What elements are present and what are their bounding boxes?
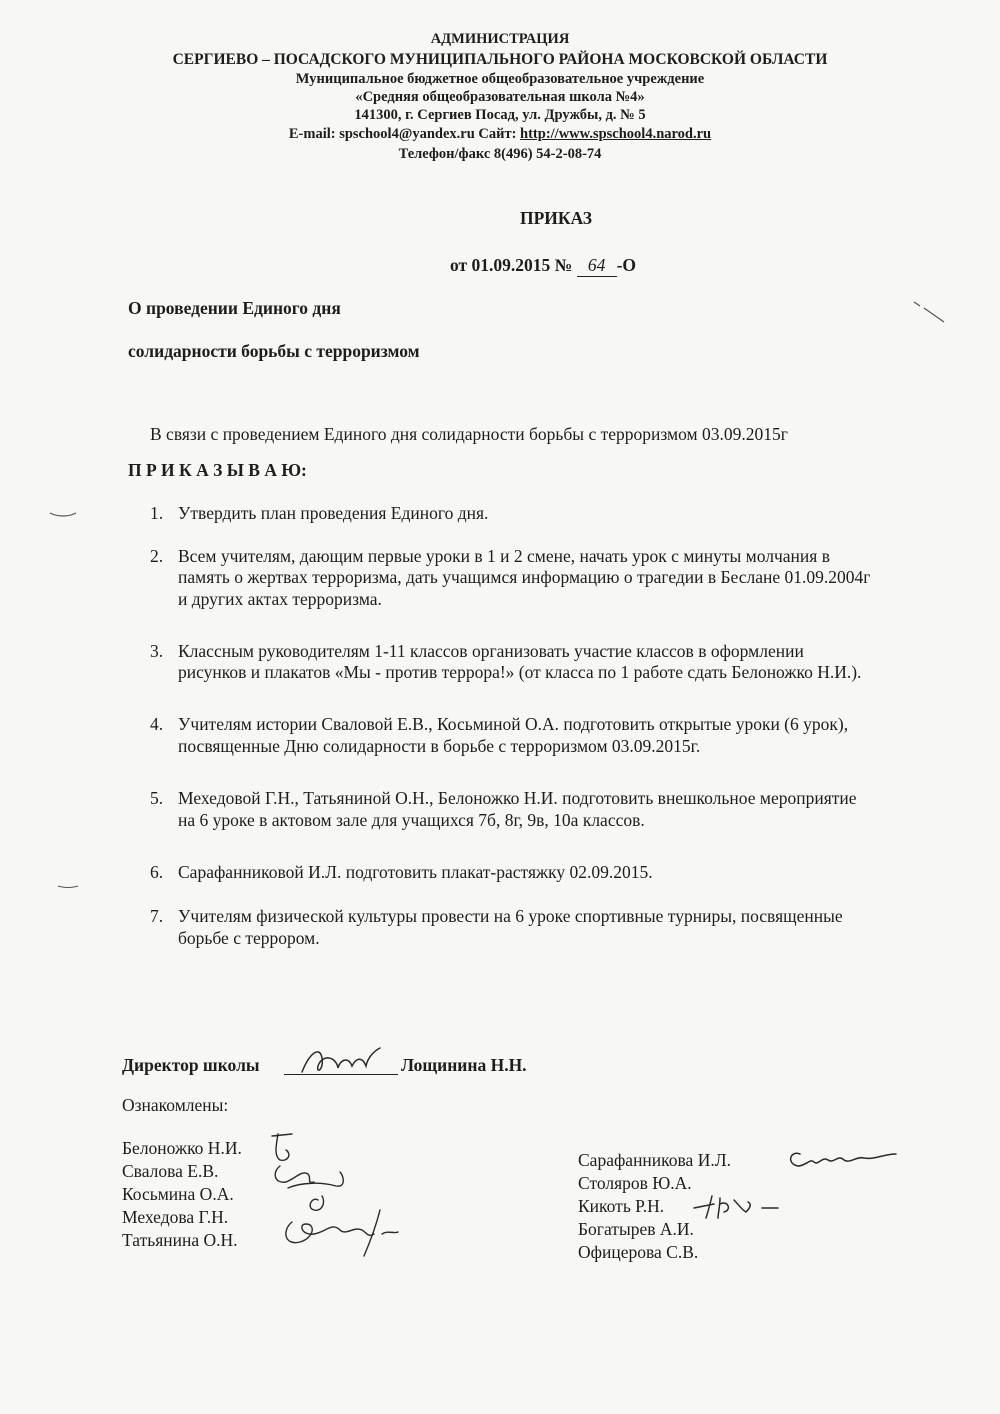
acquainted-name: Косьмина О.А. xyxy=(122,1184,234,1204)
director-label: Директор школы xyxy=(122,1055,260,1075)
item-text: посвященные Дню солидарности в борьбе с терроризмом 03.09.2015г. xyxy=(178,736,701,756)
item-number: 6. xyxy=(150,862,164,882)
acquainted-name: Сарафанникова И.Л. xyxy=(578,1150,731,1170)
scan-mark xyxy=(56,880,80,892)
acquainted-name: Татьянина О.Н. xyxy=(122,1230,238,1250)
item-text: Учителям истории Сваловой Е.В., Косьминой О.А. подготовить открытые уроки (6 урок), xyxy=(178,714,849,734)
acquainted-name: Богатырев А.И. xyxy=(578,1219,694,1239)
order-date-number xyxy=(450,255,636,277)
acquainted-name: Столяров Ю.А. xyxy=(578,1173,692,1193)
item-number: 1. xyxy=(150,503,164,523)
subject-line-1: О проведении Единого дня xyxy=(128,298,341,318)
header-email: E-mail: spschool4@yandex.ru Сайт: xyxy=(288,126,521,142)
director-signature xyxy=(296,1044,396,1080)
director-name: Лощинина Н.Н. xyxy=(401,1055,527,1075)
order-title: ПРИКАЗ xyxy=(519,208,593,228)
item-text: Мехедовой Г.Н., Татьяниной О.Н., Белоножко Н.И. подготовить внешкольное мероприятие xyxy=(178,788,857,808)
item-number: 5. xyxy=(150,788,164,808)
item-number: 3. xyxy=(150,641,164,661)
item-number: 7. xyxy=(150,906,164,926)
acquainted-name: Свалова Е.В. xyxy=(122,1161,219,1181)
header-administration: АДМИНИСТРАЦИЯ xyxy=(430,31,570,47)
item-text: рисунков и плакатов «Мы - против террора!» (от класса по 1 работе сдать Белоножко Н.И.). xyxy=(178,662,862,682)
item-text: и других актах терроризма. xyxy=(178,589,382,609)
acquainted-name: Мехедова Г.Н. xyxy=(122,1207,229,1227)
header-district: СЕРГИЕВО – ПОСАДСКОГО МУНИЦИПАЛЬНОГО РАЙОНА МОСКОВСКОЙ ОБЛАСТИ xyxy=(172,51,828,68)
header-institution-type: Муниципальное бюджетное общеобразовательное учреждение xyxy=(295,71,705,87)
acquainted-name: Офицерова С.В. xyxy=(578,1242,699,1262)
acquainted-signature-right-2 xyxy=(690,1190,786,1222)
acquainted-label: Ознакомлены: xyxy=(122,1095,229,1115)
header-school-name: «Средняя общеобразовательная школа №4» xyxy=(355,89,645,105)
item-text: память о жертвах терроризма, дать учащимся информацию о трагедии в Беслане 01.09.2004г xyxy=(178,567,871,587)
subject-line-2: солидарности борьбы с терроризмом xyxy=(128,341,420,361)
intro-paragraph: В связи с проведением Единого дня солидарности борьбы с терроризмом 03.09.2015г xyxy=(150,424,788,444)
item-text: на 6 уроке в актовом зале для учащихся 7б, 8г, 9в, 10а классов. xyxy=(178,810,645,830)
order-number-suffix: -О xyxy=(616,255,637,275)
item-text: Сарафанниковой И.Л. подготовить плакат-растяжку 02.09.2015. xyxy=(178,862,653,882)
item-number: 4. xyxy=(150,714,164,734)
order-date: от 01.09.2015 № xyxy=(450,255,573,275)
acquainted-signatures-left xyxy=(262,1126,412,1260)
scan-mark xyxy=(910,296,950,326)
header-address: 141300, г. Сергиев Посад, ул. Дружбы, д. № 5 xyxy=(354,107,646,123)
item-text: борьбе с террором. xyxy=(178,928,320,948)
scan-mark xyxy=(48,505,78,521)
header-contacts xyxy=(0,125,1000,143)
order-number: 64 xyxy=(577,255,617,277)
item-text: Всем учителям, дающим первые уроки в 1 и 2 смене, начать урок с минуты молчания в xyxy=(178,546,830,566)
acquainted-name: Белоножко Н.И. xyxy=(122,1138,242,1158)
acquainted-signature-right-1 xyxy=(780,1140,900,1176)
item-text: Учителям физической культуры провести на 6 уроке спортивные турниры, посвященные xyxy=(178,906,843,926)
item-number: 2. xyxy=(150,546,164,566)
item-text: Классным руководителям 1-11 классов организовать участие классов в оформлении xyxy=(178,641,804,661)
header-phone: Телефон/факс 8(496) 54-2-08-74 xyxy=(398,146,602,162)
header-site-link[interactable]: http://www.spschool4.narod.ru xyxy=(520,126,712,142)
order-word: П Р И К А З Ы В А Ю: xyxy=(128,460,307,480)
item-text: Утвердить план проведения Единого дня. xyxy=(178,503,489,523)
acquainted-name: Кикоть Р.Н. xyxy=(578,1196,665,1216)
